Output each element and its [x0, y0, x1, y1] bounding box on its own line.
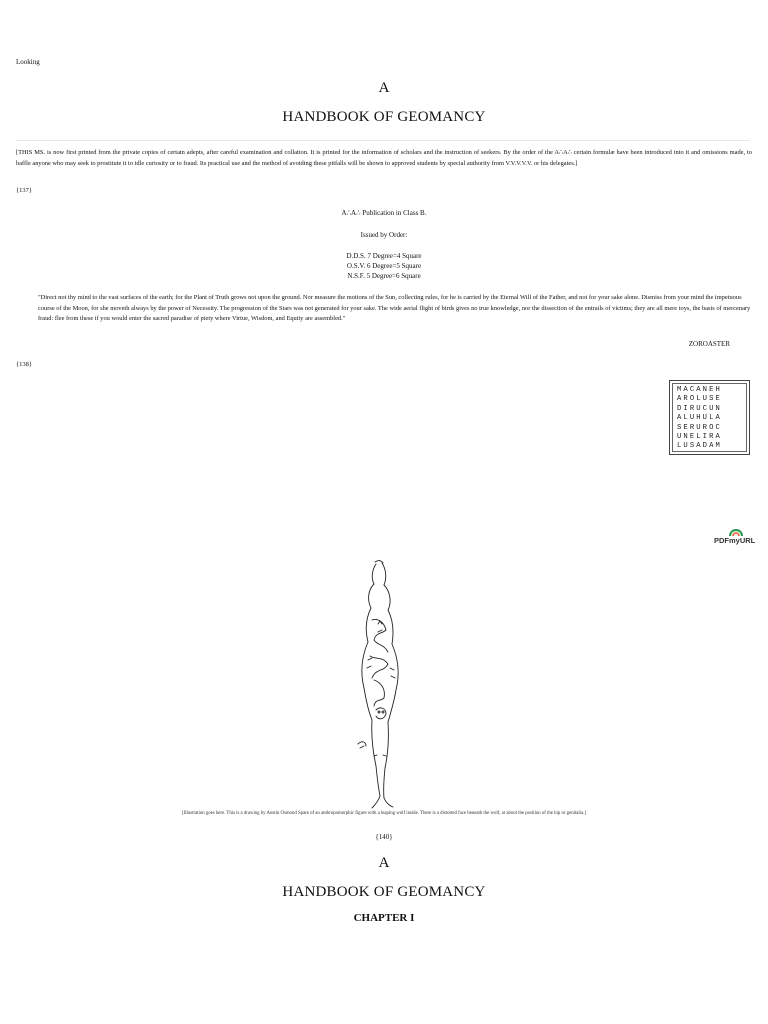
square-row: UNELIRA [677, 433, 722, 442]
page-title: HANDBOOK OF GEOMANCY [282, 109, 486, 125]
zoroaster-quote: "Direct not thy mind to the vast surfaces of the earth; for the Plant of Truth grows not upon the ground. Nor measure the motions of the Sun, collecting rules, for he is carried by the Eternal Will of the Father, and not for your sake alone. Dismiss from your mind the impetuous course of the Moon, for she moveth always by the power of Necessity. The progression of the Stars was not generated for your sake. The wide aerial flight of birds gives no true knowledge, nor the dissection of the entrails of victims; they are all mere toys, the basis of mercenary fraud: flee from these if you would enter the sacred paradise of piety where Virtue, Wisdom, and Equity are assembled." [38, 294, 751, 322]
square-row: MACANEH [677, 386, 722, 394]
square-row: SERUROC [677, 423, 722, 432]
section-letter: A [378, 80, 390, 96]
page-number-137: {137} [16, 187, 32, 194]
square-row: ALUHULA [677, 414, 722, 423]
section-letter: A [378, 855, 390, 871]
issued-by-order: Issued by Order: [360, 231, 408, 239]
chapter-heading: CHAPTER I [353, 912, 415, 924]
magic-square-grid [672, 383, 747, 452]
publication-class: A∴A∴ Publication in Class B. [341, 209, 427, 217]
page-number-138: {138} [16, 361, 32, 368]
square-row: DIRUCUN [677, 404, 722, 413]
section-title: HANDBOOK OF GEOMANCY [282, 884, 486, 900]
illustration-figure [338, 560, 428, 810]
degree-line: N.S.F. 5 Degree=6 Square [347, 272, 421, 280]
illustration-caption: [Illustration goes here. This is a drawing by Austin Osmond Spare of an anthropomorphic figure with a leaping wolf inside. There is a distorted face beneath the wolf, at about the position of the hip or genitalia.] [182, 811, 586, 816]
pdfmyurl-logo[interactable] [712, 529, 758, 547]
degree-line: O.S.V. 6 Degree=5 Square [346, 262, 422, 270]
logo-text: PDFmyURL [714, 536, 756, 545]
quote-attribution: ZOROASTER [688, 340, 730, 348]
looking-label: Looking [16, 58, 40, 66]
divider [16, 140, 750, 141]
square-row: LUSADAM [677, 442, 722, 451]
degree-line: D.D.S. 7 Degree=4 Square [346, 252, 422, 260]
page-number-140: {140} [375, 833, 393, 841]
magic-square [669, 380, 750, 455]
intro-paragraph: [THIS MS. is now first printed from the private copies of certain adepts, after careful examination and collation. It is printed for the information of scholars and the instruction of seekers. By the order of the A∴A∴ certain formulæ have been introduced into it and omissions made, to baffle anyone who may seek to prostitute it to idle curiosity or to fraud. Its practical use and the method of avoiding these pitfalls will be shown to approved students by special authority from V.V.V.V.V. or his delegates.] [16, 149, 752, 167]
square-row: AROLUSE [677, 395, 722, 404]
